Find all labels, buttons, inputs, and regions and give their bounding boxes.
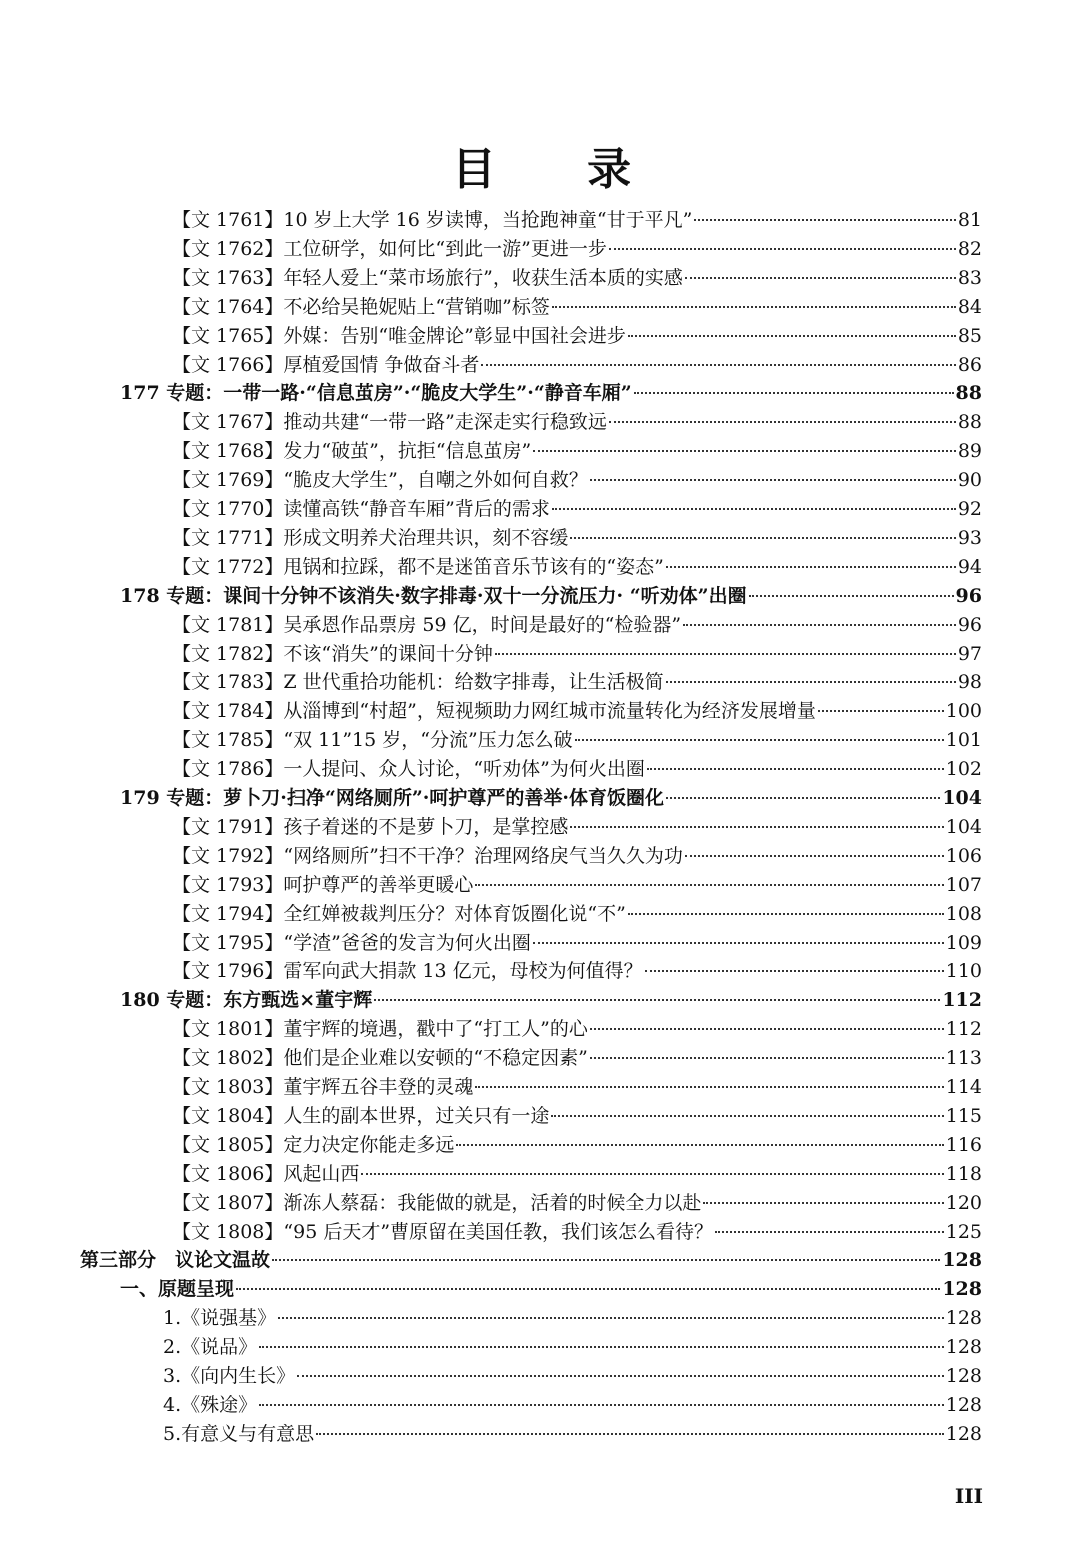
dot-leader <box>570 826 943 828</box>
toc-entry-page: 112 <box>942 989 982 1012</box>
toc-entry-title: 【文 1772】甩锅和拉踩，都不是迷笛音乐节该有的“姿态” <box>172 555 664 578</box>
toc-entry-page: 107 <box>945 873 982 896</box>
toc-entry <box>172 322 982 351</box>
dot-leader <box>590 479 956 481</box>
dot-leader <box>609 248 956 250</box>
toc-entry-page: 83 <box>957 266 982 289</box>
toc-entry-title: 【文 1770】读懂高铁“静音车厢”背后的需求 <box>172 498 550 520</box>
page-number: III <box>954 1484 983 1508</box>
toc-entry <box>172 871 982 900</box>
dot-leader <box>552 508 956 510</box>
toc-entry-page: 100 <box>945 700 982 723</box>
toc-entry <box>172 1218 982 1247</box>
toc-entry-title: 【文 1771】形成文明养犬治理共识，刻不容缓 <box>172 526 569 549</box>
toc-entry-page: 125 <box>945 1220 982 1243</box>
toc-entry-title: 【文 1802】他们是企业难以安顿的“不稳定因素” <box>172 1047 588 1070</box>
dot-leader <box>236 1288 940 1290</box>
toc-entry-page: 110 <box>945 960 982 983</box>
dot-leader <box>552 306 956 308</box>
toc-entry-title: 【文 1785】“双 11”15 岁，“分流”压力怎么破 <box>172 729 573 752</box>
toc-entry-page: 94 <box>957 555 982 578</box>
dot-leader <box>374 999 940 1001</box>
dot-leader <box>628 335 956 337</box>
toc-entry <box>172 408 982 437</box>
toc-entry-title: 【文 1796】雷军向武大捐款 13 亿元，母校为何值得？ <box>172 960 643 983</box>
dot-leader <box>818 710 944 712</box>
toc-entry <box>172 206 982 235</box>
toc-entry-title: 5.有意义与有意思 <box>163 1422 315 1445</box>
toc-entry <box>172 726 982 755</box>
dot-leader <box>703 1202 943 1204</box>
toc-entry-title: 【文 1795】“学渣”爸爸的发言为何火出圈 <box>172 931 531 954</box>
toc-entry <box>172 437 982 466</box>
toc-entry <box>172 351 982 380</box>
toc-entry-page: 128 <box>942 1249 982 1272</box>
toc-topic-entry <box>120 784 982 813</box>
dot-leader <box>259 1346 944 1348</box>
dot-leader <box>272 1259 940 1261</box>
toc-entry-page: 128 <box>945 1393 982 1416</box>
toc-entry-title: 【文 1765】外媒：告别“唯金牌论”彰显中国社会进步 <box>172 324 626 347</box>
toc-entry-title: 【文 1794】全红婵被裁判压分？对体育饭圈化说“不” <box>172 902 626 925</box>
toc-entry-page: 102 <box>945 758 982 781</box>
dot-leader <box>278 1317 944 1319</box>
toc-entry-title: 【文 1762】工位研学，如何比“到此一游”更进一步 <box>172 237 607 260</box>
dot-leader <box>685 855 944 857</box>
dot-leader <box>551 1115 943 1117</box>
toc-entry-page: 101 <box>945 729 982 752</box>
toc-entry-title: 2.《说品》 <box>163 1336 258 1359</box>
toc-entry-page: 128 <box>945 1365 982 1387</box>
toc-entry <box>163 1391 982 1420</box>
toc-entry-title: 【文 1808】“95 后天才”曹原留在美国任教，我们该怎么看待？ <box>172 1220 714 1243</box>
dot-leader <box>259 1404 944 1406</box>
toc-entry <box>163 1304 982 1333</box>
dot-leader <box>570 537 955 539</box>
toc-entry-title: 【文 1805】定力决定你能走多远 <box>172 1133 455 1156</box>
toc-entry-page: 104 <box>942 787 982 809</box>
toc-entry-title: 3.《向内生长》 <box>163 1365 296 1387</box>
dot-leader <box>456 1144 943 1146</box>
toc-entry-title: 1.《说强基》 <box>163 1307 277 1330</box>
toc-entry <box>172 1160 982 1189</box>
toc-entry-page: 97 <box>957 642 982 665</box>
toc-entry-page: 106 <box>945 844 982 867</box>
dot-leader <box>628 913 944 915</box>
toc-entry-title: 177 专题：一带一路·“信息茧房”·“脆皮大学生”·“静音车厢” <box>120 382 632 405</box>
toc-entry-page: 128 <box>945 1422 982 1445</box>
toc-entry-title: 【文 1792】“网络厕所”扫不干净？治理网络戾气当久久为功 <box>172 844 683 867</box>
toc-entry-title: 178 专题：课间十分钟不该消失·数字排毒·双十一分流压力· “听劝体”出圈 <box>120 584 747 607</box>
toc-entry <box>172 1189 982 1218</box>
dot-leader <box>666 797 940 799</box>
dot-leader <box>590 1028 944 1030</box>
toc-entry-page: 109 <box>945 931 982 954</box>
toc-entry-title: 180 专题：东方甄选×董宇辉 <box>120 989 373 1012</box>
toc-entry-title: 4.《殊途》 <box>163 1393 258 1416</box>
toc-entry-page: 114 <box>945 1076 982 1098</box>
dot-leader <box>685 277 956 279</box>
toc-entry-page: 86 <box>957 353 982 376</box>
toc-entry-page: 116 <box>945 1133 982 1156</box>
toc-entry <box>172 1073 982 1102</box>
toc-section-entry <box>120 1275 982 1304</box>
dot-leader <box>475 884 943 886</box>
toc-entry-title: 【文 1791】孩子着迷的不是萝卜刀，是掌控感 <box>172 815 569 838</box>
toc-topic-entry <box>120 379 982 408</box>
toc-entry-page: 88 <box>955 382 982 405</box>
toc-entry <box>172 668 982 697</box>
toc-entry-page: 120 <box>945 1191 982 1214</box>
page-title: 目 录 <box>451 144 670 195</box>
dot-leader <box>297 1375 944 1377</box>
toc-entry-page: 82 <box>957 237 982 260</box>
toc-entry-page: 92 <box>957 498 982 520</box>
toc-entry <box>172 524 982 553</box>
dot-leader <box>590 1057 944 1059</box>
toc-entry-page: 96 <box>955 584 982 607</box>
toc-entry <box>163 1362 982 1391</box>
toc-entry-title: 【文 1763】年轻人爱上“菜市场旅行”，收获生活本质的实感 <box>172 266 683 289</box>
toc-entry-title: 【文 1807】渐冻人蔡磊：我能做的就是，活着的时候全力以赴 <box>172 1191 702 1214</box>
toc-entry <box>172 755 982 784</box>
toc-topic-entry <box>120 986 982 1015</box>
dot-leader <box>683 624 956 626</box>
toc-entry <box>172 900 982 929</box>
toc-entry <box>172 264 982 293</box>
toc-entry <box>172 1102 982 1131</box>
toc-entry-page: 84 <box>957 295 982 318</box>
toc-entry <box>172 293 982 322</box>
toc-entry-title: 【文 1767】推动共建“一带一路”走深走实行稳致远 <box>172 411 607 434</box>
dot-leader <box>645 970 944 972</box>
toc-entry-title: 【文 1784】从淄博到“村超”，短视频助力网红城市流量转化为经济发展增量 <box>172 700 816 723</box>
dot-leader <box>533 450 956 452</box>
toc-entry-page: 98 <box>957 671 982 694</box>
toc-part-entry <box>80 1246 982 1275</box>
toc-entry-page: 112 <box>945 1018 982 1041</box>
dot-leader <box>715 1231 944 1233</box>
toc-entry-page: 85 <box>957 324 982 347</box>
toc-entry-title: 【文 1764】不必给吴艳妮贴上“营销咖”标签 <box>172 295 550 318</box>
toc-entry <box>172 813 982 842</box>
toc-entry <box>172 1044 982 1073</box>
toc-entry-page: 108 <box>945 902 982 925</box>
toc-entry-title: 【文 1769】“脆皮大学生”，自嘲之外如何自救？ <box>172 469 588 492</box>
toc-entry <box>172 1015 982 1044</box>
dot-leader <box>694 219 956 221</box>
dot-leader <box>666 566 956 568</box>
dot-leader <box>609 421 956 423</box>
toc-entry-page: 113 <box>945 1047 982 1070</box>
toc-entry-page: 93 <box>957 526 982 549</box>
toc-entry <box>172 1131 982 1160</box>
toc-entry-title: 【文 1761】10 岁上大学 16 岁读博，当抢跑神童“甘于平凡” <box>172 209 693 231</box>
dot-leader <box>475 1086 943 1088</box>
toc-entry <box>172 495 982 524</box>
toc-entry <box>172 466 982 495</box>
toc-entry-page: 89 <box>957 440 982 463</box>
toc-entry <box>172 697 982 726</box>
toc-entry-title: 【文 1806】风起山西 <box>172 1162 360 1185</box>
toc-entry <box>172 929 982 958</box>
toc-entry-page: 90 <box>957 469 982 492</box>
dot-leader <box>634 392 954 394</box>
toc-entry-title: 【文 1786】一人提问、众人讨论，“听劝体”为何火出圈 <box>172 758 645 781</box>
dot-leader <box>575 739 944 741</box>
dot-leader <box>481 364 955 366</box>
toc-entry <box>172 235 982 264</box>
toc-entry-title: 【文 1804】人生的副本世界，过关只有一途 <box>172 1104 550 1127</box>
toc-entry <box>172 957 982 986</box>
toc-entry-page: 115 <box>945 1104 982 1127</box>
dot-leader <box>361 1173 943 1175</box>
toc-entry-page: 88 <box>957 411 982 434</box>
dot-leader <box>316 1433 944 1435</box>
toc-entry-title: 【文 1783】Z 世代重拾功能机：给数字排毒，让生活极简 <box>172 671 664 694</box>
toc-entry-title: 第三部分 议论文温故 <box>80 1249 271 1272</box>
toc-entry-title: 【文 1782】不该“消失”的课间十分钟 <box>172 642 493 665</box>
toc-entry <box>172 842 982 871</box>
dot-leader <box>647 768 944 770</box>
toc-entry-page: 104 <box>945 815 982 838</box>
toc-entry-title: 【文 1801】董宇辉的境遇，戳中了“打工人”的心 <box>172 1018 588 1041</box>
toc-entry <box>172 611 982 640</box>
toc-entry-page: 118 <box>945 1162 982 1185</box>
toc-entry <box>163 1333 982 1362</box>
toc-entry <box>172 640 982 669</box>
toc-entry-page: 128 <box>945 1336 982 1359</box>
dot-leader <box>749 595 954 597</box>
toc-entry-page: 96 <box>957 613 982 636</box>
toc-entry <box>163 1420 982 1449</box>
dot-leader <box>533 942 944 944</box>
toc-entry-page: 128 <box>945 1307 982 1330</box>
dot-leader <box>666 681 956 683</box>
dot-leader <box>495 653 956 655</box>
toc-entry-page: 81 <box>957 209 982 231</box>
toc-entry-title: 【文 1768】发力“破茧”，抗拒“信息茧房” <box>172 440 532 463</box>
toc-entry-title: 179 专题：萝卜刀·扫净“网络厕所”·呵护尊严的善举·体育饭圈化 <box>120 787 664 809</box>
toc-topic-entry <box>120 582 982 611</box>
toc-entry-title: 【文 1803】董宇辉五谷丰登的灵魂 <box>172 1076 474 1098</box>
toc-entry-title: 一、原题呈现 <box>120 1278 235 1301</box>
toc-entry <box>172 553 982 582</box>
toc-entry-title: 【文 1781】吴承恩作品票房 59 亿，时间是最好的“检验器” <box>172 613 682 636</box>
toc-entry-title: 【文 1766】厚植爱国情 争做奋斗者 <box>172 353 480 376</box>
toc-entry-title: 【文 1793】呵护尊严的善举更暖心 <box>172 873 474 896</box>
toc-entry-page: 128 <box>942 1278 982 1301</box>
